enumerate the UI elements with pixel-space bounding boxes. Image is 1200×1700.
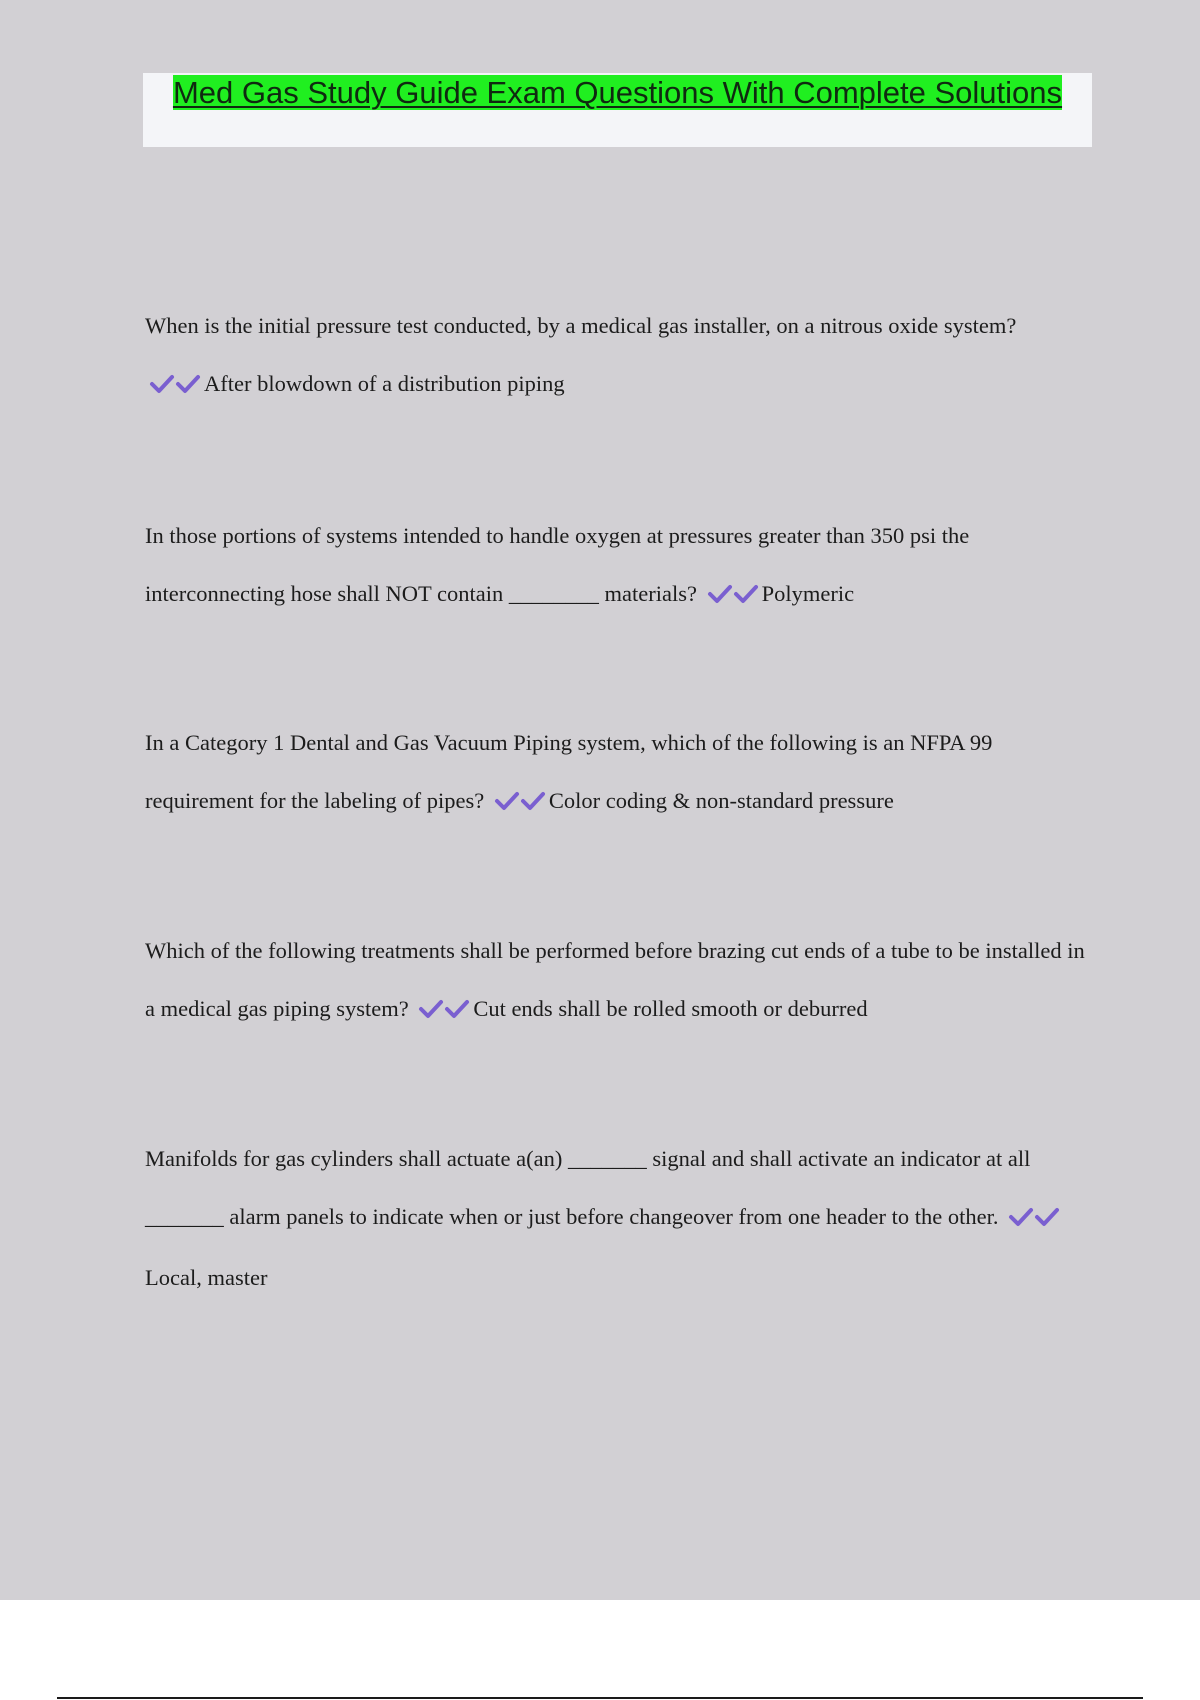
check-icon — [418, 999, 444, 1019]
title-banner — [143, 73, 1092, 147]
question-answer-line — [145, 507, 1095, 626]
question-answer-line — [145, 297, 1095, 355]
question-text: Manifolds for gas cylinders shall actuate a(an) _______ signal and shall activate an indicator at all _______ alarm panels to indicate when or just before changeover from one header to the other. — [145, 1146, 1031, 1229]
check-icon — [707, 584, 733, 604]
answer-text: Polymeric — [761, 581, 855, 606]
check-icon — [175, 374, 201, 394]
double-check-icon — [418, 983, 470, 1041]
check-icon — [1034, 1207, 1060, 1227]
double-check-icon — [149, 358, 201, 416]
question-text: When is the initial pressure test conducted, by a medical gas installer, on a nitrous oxide system? — [145, 313, 1017, 338]
qa-item-1 — [145, 297, 1095, 416]
double-check-icon — [707, 568, 759, 626]
check-icon — [733, 584, 759, 604]
qa-item-4 — [145, 922, 1095, 1041]
check-icon — [1008, 1207, 1034, 1227]
question-text: In those portions of systems intended to handle oxygen at pressures greater than 350 psi the interconnecting hose shall NOT contain ________ materials? — [145, 523, 970, 606]
check-icon — [494, 791, 520, 811]
check-icon — [520, 791, 546, 811]
qa-item-2 — [145, 507, 1095, 626]
answer-line — [145, 355, 1095, 416]
qa-item-5 — [145, 1130, 1095, 1307]
footer-divider — [57, 1697, 1143, 1699]
check-icon — [444, 999, 470, 1019]
document-title: Med Gas Study Guide Exam Questions With Complete Solutions — [172, 75, 1063, 110]
question-answer-line — [145, 1130, 1095, 1307]
qa-item-3 — [145, 714, 1095, 833]
answer-text: Color coding & non-standard pressure — [548, 788, 894, 813]
double-check-icon — [494, 775, 546, 833]
double-check-icon — [1008, 1191, 1060, 1249]
question-text: In a Category 1 Dental and Gas Vacuum Piping system, which of the following is an NFPA 99 requirement for the labeling of pipes? — [145, 730, 993, 813]
question-answer-line — [145, 714, 1095, 833]
question-answer-line — [145, 922, 1095, 1041]
answer-text: Local, master — [145, 1265, 268, 1290]
answer-text: After blowdown of a distribution piping — [204, 371, 565, 396]
answer-text: Cut ends shall be rolled smooth or deburred — [473, 996, 868, 1021]
check-icon — [149, 374, 175, 394]
question-text: Which of the following treatments shall be performed before brazing cut ends of a tube to be installed in a medical gas piping system? — [145, 938, 1085, 1021]
